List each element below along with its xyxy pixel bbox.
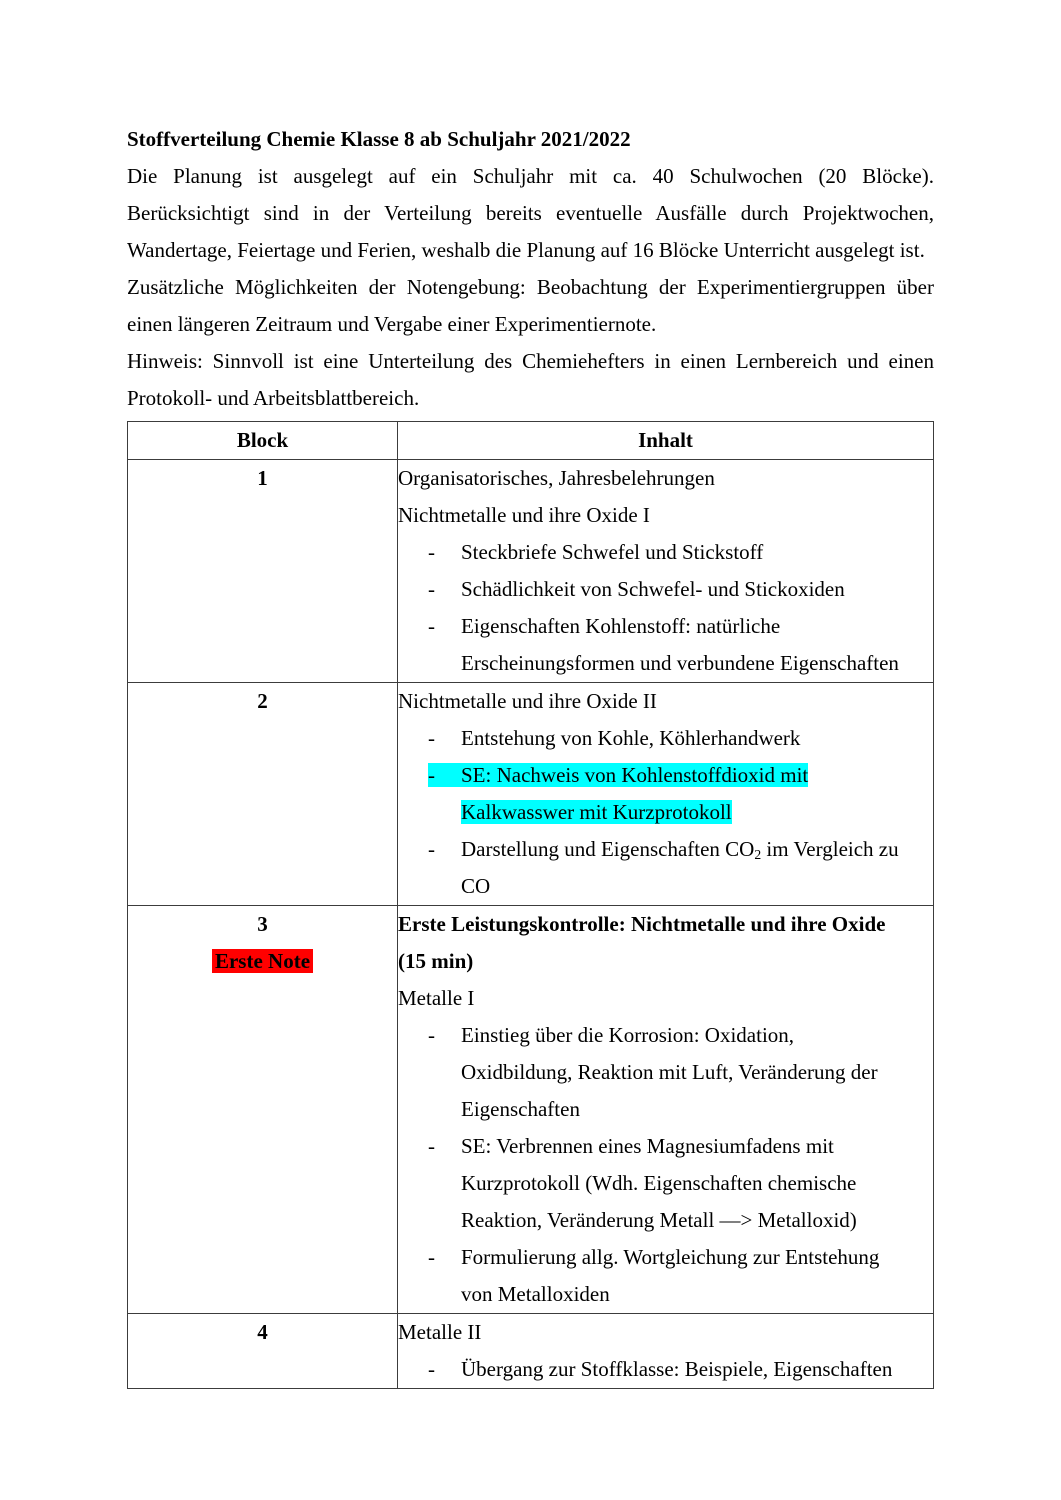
bullet-dash-icon: - — [428, 614, 435, 638]
content-line — [398, 460, 933, 497]
text-segment: SE: Nachweis von Kohlenstoffdioxid mit — [461, 763, 809, 787]
text-segment: CO — [461, 874, 491, 898]
line-text — [461, 1171, 856, 1195]
content-line — [398, 980, 933, 1017]
text-segment: Darstellung und Eigenschaften CO — [461, 837, 755, 861]
line-text — [461, 1023, 794, 1047]
content-line — [398, 1165, 933, 1202]
header-row — [128, 422, 934, 460]
text-segment: Übergang zur Stoffklasse: Beispiele, Eigenschaften — [461, 1357, 893, 1381]
text-segment: Erste Leistungskontrolle: Nichtmetalle und ihre Oxide — [398, 912, 886, 936]
text-segment: Kurzprotokoll (Wdh. Eigenschaften chemische — [461, 1171, 857, 1195]
line-text — [461, 1134, 834, 1158]
block-number: 3 — [257, 912, 268, 936]
content-line — [398, 534, 933, 571]
bullet-dash-icon: - — [428, 577, 435, 601]
text-segment: Erscheinungsformen und verbundene Eigenschaften — [461, 651, 899, 675]
table-header — [128, 422, 934, 460]
line-text — [461, 837, 899, 861]
block-number: 2 — [257, 689, 268, 713]
bullet-dash-icon: - — [428, 1023, 435, 1047]
block-line — [128, 460, 397, 497]
bullet-dash-icon: - — [428, 1245, 435, 1269]
line-text — [398, 912, 885, 936]
bullet-dash-icon: - — [428, 1357, 435, 1381]
block-cell — [128, 460, 398, 683]
bullet-dash-icon: - — [428, 837, 435, 861]
line-text — [398, 1320, 481, 1344]
paragraph-hint: Hinweis: Sinnvoll ist eine Unterteilung des Chemiehefters in einen Lernbereich und einen Protokoll- und Arbeitsblattbereich. — [127, 349, 934, 410]
header-block: Block — [128, 422, 398, 460]
content-line — [398, 1239, 933, 1276]
text-segment: SE: Verbrennen eines Magnesiumfadens mit — [461, 1134, 834, 1158]
content-line — [398, 1017, 933, 1054]
subscript-text: 2 — [754, 847, 762, 863]
block-cell — [128, 683, 398, 906]
schedule-table — [127, 421, 934, 1389]
content-line — [398, 720, 933, 757]
content-line — [398, 794, 933, 831]
line-text — [398, 503, 650, 527]
text-segment: Nichtmetalle und ihre Oxide II — [398, 689, 657, 713]
block-number: 1 — [257, 466, 268, 490]
intro-paragraph-planning: Die Planung ist ausgelegt auf ein Schuljahr mit ca. 40 Schulwochen (20 Blöcke). Berücksichtigt sind in der Verteilung bereits eventuelle Ausfälle durch Projektwochen, Wandertage, Feiertage und Ferien, weshalb die Planung auf 16 Blöcke Unterricht ausgelegt ist. — [127, 164, 934, 262]
content-line — [398, 1314, 933, 1351]
text-segment: Oxidbildung, Reaktion mit Luft, Veränderung der — [461, 1060, 878, 1084]
text-segment: Metalle II — [398, 1320, 482, 1344]
text-segment: Schädlichkeit von Schwefel- und Stickoxiden — [461, 577, 845, 601]
line-text — [461, 614, 780, 638]
text-segment: Metalle I — [398, 986, 475, 1010]
content-line — [398, 497, 933, 534]
text-segment: Eigenschaften — [461, 1097, 580, 1121]
content-line — [398, 1276, 933, 1313]
block-cell — [128, 906, 398, 1314]
content-cell — [398, 906, 934, 1314]
bullet-dash-icon: - — [428, 1134, 435, 1158]
line-text — [461, 1357, 892, 1381]
line-text — [398, 689, 657, 713]
table-body — [128, 460, 934, 1389]
grade-badge: Erste Note — [212, 949, 313, 973]
block-line — [128, 1314, 397, 1351]
content-line — [398, 757, 933, 794]
bullet-dash-icon: - — [428, 763, 435, 787]
content-line — [398, 1202, 933, 1239]
line-text — [461, 763, 808, 787]
block-number: 4 — [257, 1320, 268, 1344]
text-segment: Formulierung allg. Wortgleichung zur Entstehung — [461, 1245, 880, 1269]
text-segment: Reaktion, Veränderung Metall —> Metalloxid) — [461, 1208, 857, 1232]
line-text — [461, 540, 763, 564]
line-text — [461, 1208, 857, 1232]
line-text — [398, 949, 473, 973]
line-text — [461, 577, 845, 601]
table-row — [128, 1314, 934, 1389]
header-inhalt: Inhalt — [398, 422, 934, 460]
table-row — [128, 683, 934, 906]
content-line — [398, 645, 933, 682]
text-segment: Nichtmetalle und ihre Oxide I — [398, 503, 650, 527]
content-line — [398, 868, 933, 905]
text-segment: Organisatorisches, Jahresbelehrungen — [398, 466, 715, 490]
content-line — [398, 1091, 933, 1128]
line-text — [461, 1245, 879, 1269]
block-cell — [128, 1314, 398, 1389]
content-line — [398, 571, 933, 608]
content-cell — [398, 460, 934, 683]
line-text — [398, 466, 715, 490]
line-text — [461, 1060, 878, 1084]
content-line — [398, 608, 933, 645]
text-segment: Eigenschaften Kohlenstoff: natürliche — [461, 614, 781, 638]
table-row — [128, 460, 934, 683]
table-row — [128, 906, 934, 1314]
content-line — [398, 1351, 933, 1388]
line-text — [461, 800, 732, 824]
content-line — [398, 1054, 933, 1091]
content-line — [398, 1128, 933, 1165]
content-cell — [398, 683, 934, 906]
line-text — [461, 874, 490, 898]
paragraph-grading: Zusätzliche Möglichkeiten der Notengebung: Beobachtung der Experimentiergruppen über einen längeren Zeitraum und Vergabe einer Experimentiernote. — [127, 275, 934, 336]
block-line — [128, 683, 397, 720]
bullet-dash-icon: - — [428, 726, 435, 750]
line-text — [461, 1282, 610, 1306]
text-segment: Kalkwasswer mit Kurzprotokoll — [461, 800, 732, 824]
text-segment: im Vergleich zu — [761, 837, 899, 861]
line-text — [461, 726, 800, 750]
line-text — [461, 651, 899, 675]
content-line — [398, 683, 933, 720]
bullet-dash-icon: - — [428, 540, 435, 564]
highlight-span — [428, 763, 808, 787]
highlight-span — [461, 800, 732, 824]
line-text — [461, 1097, 580, 1121]
line-text — [398, 986, 474, 1010]
content-line — [398, 943, 933, 980]
text-segment: Entstehung von Kohle, Köhlerhandwerk — [461, 726, 801, 750]
page-title: Stoffverteilung Chemie Klasse 8 ab Schuljahr 2021/2022 — [127, 127, 631, 151]
text-segment: von Metalloxiden — [461, 1282, 610, 1306]
text-segment: Einstieg über die Korrosion: Oxidation, — [461, 1023, 795, 1047]
text-segment: (15 min) — [398, 949, 474, 973]
content-line — [398, 906, 933, 943]
block-line — [128, 906, 397, 943]
content-cell — [398, 1314, 934, 1389]
content-line — [398, 831, 933, 868]
text-segment: Steckbriefe Schwefel und Stickstoff — [461, 540, 764, 564]
block-line — [128, 943, 397, 980]
